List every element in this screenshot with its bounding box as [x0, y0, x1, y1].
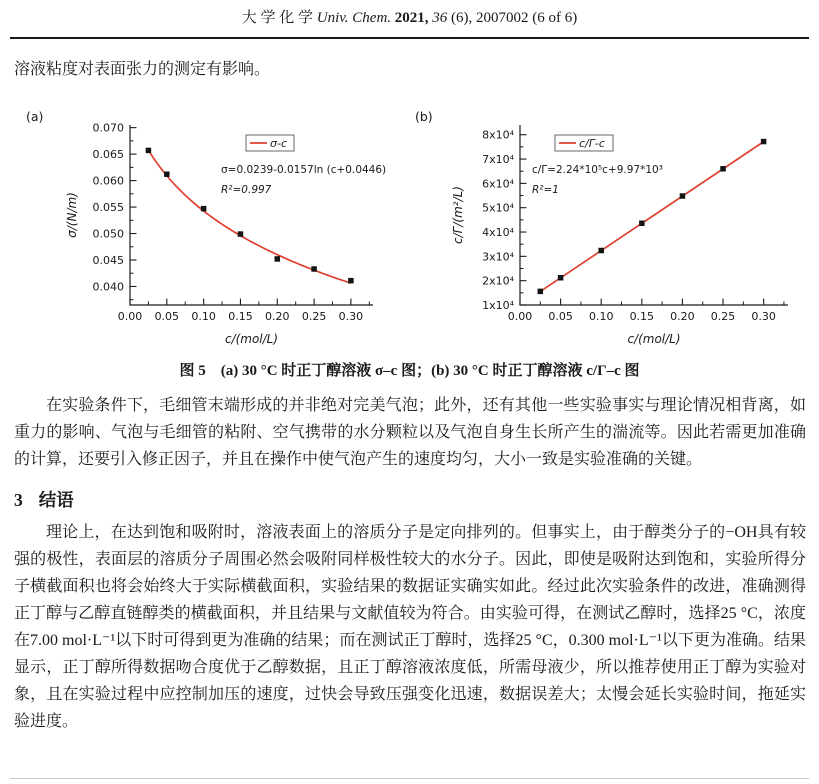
x-axis-label: c/(mol/L) [224, 332, 279, 346]
discussion-paragraph: 在实验条件下，毛细管末端形成的并非绝对完美气泡；此外，还有其他一些实验事实与理论情况相背离，如重力的影响、气泡与毛细管的粘附、空气携带的水分颗粒以及气泡自身生长所产生的湍流等。因此若需更加准确的计算，还要引入修正因子，并且在操作中使气泡产生的速度均匀，大小一致是实验准确的关键。 [14, 397, 806, 468]
x-tick-label: 0.10 [588, 310, 614, 323]
x-tick-label: 0.00 [117, 310, 143, 323]
equation-label: σ=0.0239-0.0157ln (c+0.0446) [221, 164, 387, 176]
legend-label: σ-c [270, 137, 287, 150]
x-tick-label: 0.10 [191, 310, 216, 323]
y-tick-label: 7x10⁴ [482, 153, 514, 167]
r-squared-label: R²=1 [532, 184, 559, 196]
header-segment: 36 [432, 10, 448, 26]
data-point-marker [348, 278, 354, 284]
data-point-marker [238, 231, 244, 237]
figure-5 [0, 105, 819, 351]
y-tick-label: 0.050 [92, 227, 124, 241]
y-tick-label: 8x10⁴ [482, 128, 514, 142]
y-axis-label: σ/(N/m) [65, 192, 79, 238]
x-axis [508, 299, 784, 324]
x-tick-label: 0.30 [338, 310, 364, 323]
y-tick-label: 0.060 [92, 174, 124, 188]
data-point-marker [680, 193, 686, 199]
x-tick-label: 0.05 [548, 310, 573, 323]
data-point-marker [201, 206, 207, 212]
header-segment: 2021, [394, 10, 433, 26]
header-segment: Univ. Chem. [316, 10, 395, 26]
r-squared-label: R²=0.997 [221, 184, 272, 196]
equation-label: c/Γ=2.24*10⁵c+9.97*10³ [532, 164, 663, 176]
figure-caption: 图 5 (a) 30 °C 时正丁醇溶液 σ–c 图；(b) 30 °C 时正丁醇溶液 c/Γ–c 图 [179, 363, 640, 379]
section-title: 结语 [38, 490, 74, 510]
data-point-marker [164, 171, 170, 177]
y-tick-label: 3x10⁴ [482, 250, 514, 264]
data-point-marker [311, 266, 317, 272]
intro-paragraph: 溶液粘度对表面张力的测定有影响。 [14, 61, 271, 78]
y-tick-label: 0.055 [92, 201, 124, 215]
y-tick-label: 0.070 [92, 121, 124, 135]
header-rule [10, 37, 809, 39]
x-tick-label: 0.15 [228, 310, 253, 323]
data-point-marker [598, 248, 604, 254]
y-tick-label: 0.065 [92, 148, 124, 162]
journal-header [0, 0, 819, 29]
data-point-marker [538, 289, 544, 295]
legend [246, 135, 294, 151]
x-tick-label: 0.30 [751, 310, 776, 323]
y-tick-label: 4x10⁴ [482, 226, 514, 240]
x-axis [118, 299, 370, 324]
section-heading [14, 487, 805, 512]
chart-a-surface-tension-plot [18, 105, 410, 351]
y-tick-label: 6x10⁴ [482, 177, 514, 191]
x-tick-label: 0.00 [507, 310, 533, 323]
bottom-rule [10, 778, 809, 779]
y-tick-label: 5x10⁴ [482, 201, 514, 215]
header-segment: 大 学 化 学 [241, 10, 317, 26]
chart-b-c-over-gamma-plot [410, 105, 815, 351]
y-tick-label: 1x10⁴ [482, 299, 514, 312]
x-axis-label: c/(mol/L) [627, 332, 681, 346]
y-axis-label: c/Γ/(m²/L) [451, 186, 465, 244]
y-tick-label: 2x10⁴ [482, 274, 514, 288]
header-segment: (6), 2007002 (6 of 6) [447, 10, 578, 26]
data-point-marker [275, 256, 281, 262]
y-tick-label: 0.040 [92, 280, 124, 294]
data-point-marker [761, 139, 767, 145]
data-point-marker [558, 275, 564, 281]
x-tick-label: 0.15 [629, 310, 655, 323]
legend [555, 135, 613, 151]
panel-label: (a) [26, 109, 44, 124]
x-tick-label: 0.05 [154, 310, 180, 323]
conclusion-paragraph: 理论上，在达到饱和吸附时，溶液表面上的溶质分子是定向排列的。但事实上，由于醇类分子的−OH具有较强的极性，表面层的溶质分子周围必然会吸附同样极性较大的水分子。因此，即使是吸附达到饱和，实验所得分子横截面积也将会始终大于实际横截面积，实验结果的数据证实确实如此。经过此次实验条件的改进，准确测得正丁醇与乙醇直链醇类的横截面积，并且结果与文献值较为符合。由实验可得，在测试乙醇时，选择25 °C，浓度在7.00 mol·L⁻¹以下时可得到更为准确的结果；而在测试正丁醇时，选择25 °C，0.300 mol·L⁻¹以下更为准确。结果显示，正丁醇所得数据吻合度优于乙醇数据，且正丁醇溶液浓度低，所需母液少，所以推荐使用正丁醇为实验对象，且在实验过程中应控制加压的速度，过快会导致压强变化迅速，数据误差大；太慢会延长实验时间，拖延实验进度。 [14, 524, 806, 730]
y-tick-label: 0.045 [92, 254, 124, 267]
x-tick-label: 0.25 [301, 310, 327, 323]
data-point-marker [146, 148, 152, 154]
legend-label: c/Γ-c [579, 137, 605, 150]
x-tick-label: 0.20 [670, 310, 695, 323]
x-tick-label: 0.20 [265, 310, 290, 323]
panel-label: (b) [415, 109, 433, 124]
x-tick-label: 0.25 [710, 310, 736, 323]
data-point-marker [639, 221, 645, 227]
section-number: 3 [14, 490, 23, 510]
data-point-marker [720, 166, 726, 172]
